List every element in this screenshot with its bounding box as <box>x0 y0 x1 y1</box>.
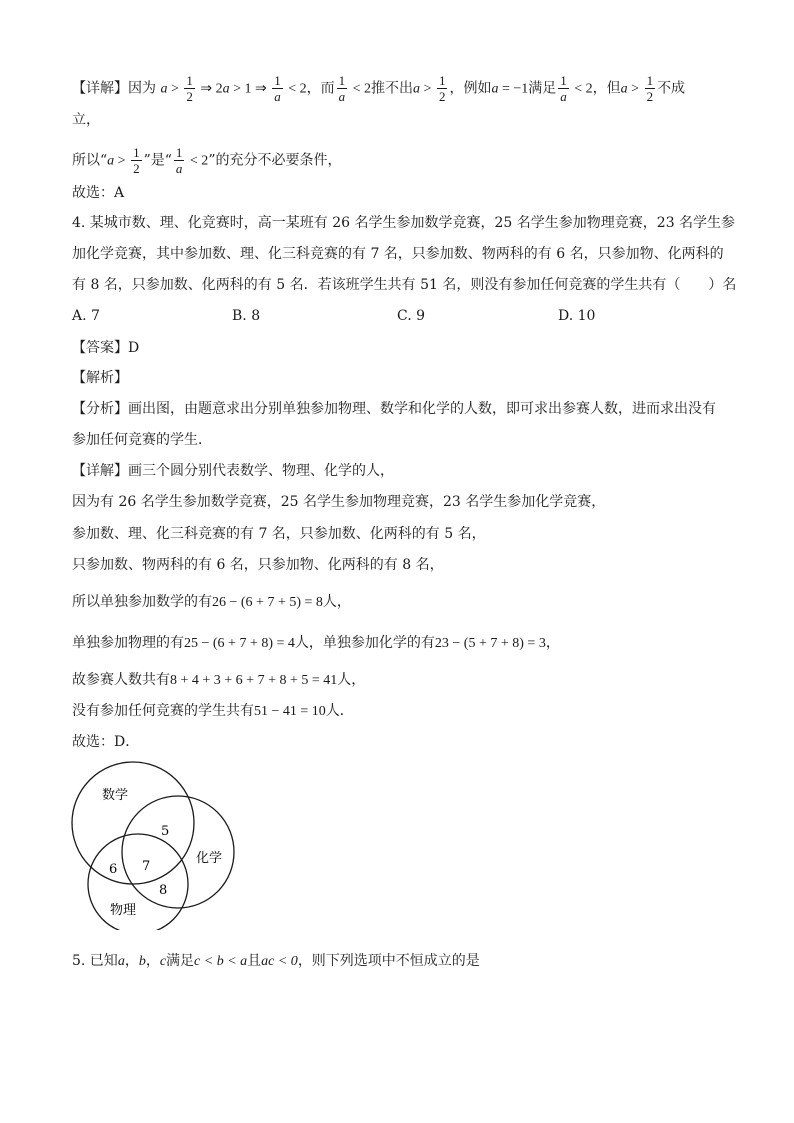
fraction-one-over-a: $\frac{1}{a}$ <box>274 73 281 104</box>
detail-line8: 没有参加任何竞赛的学生共有51 − 41 = 10人． <box>72 703 354 719</box>
fraction-one-half: $\frac{1}{2}$ <box>646 73 654 104</box>
chem-label: 化学 <box>196 851 223 866</box>
detail-line3: 参加数、理、化三科竞赛的有 7 名，只参加数、化两科的有 5 名， <box>72 526 486 542</box>
phys-circle <box>88 834 188 930</box>
phys-label: 物理 <box>110 903 137 918</box>
detail-wrap-line: 立， <box>72 112 100 128</box>
q5-line: 5. 已知a，b，c满足c < b < a且ac < 0，则下列选项中不恒成立的是 <box>72 953 480 969</box>
option-c: C. 9 <box>397 308 426 324</box>
option-d: D. 10 <box>558 308 596 324</box>
venn-diagram <box>70 760 250 930</box>
q4-options <box>72 306 712 326</box>
detail-intro-line: 【详解】因为 a > $\frac{1}{2}$ ⇒ 2a > 1 ⇒ $\frac{1}{a}$ < 2，而 $\frac{1}{a}$ < 2推不出a > $\frac{1}{2}$ ，例如a = −1满足 $\frac{1}{a}$ < 2，但a > $\frac{1}{2}$ 不成 <box>72 73 686 104</box>
detail-line6: 单独参加物理的有25 − (6 + 7 + 8) = 4人，单独参加化学的有23 − (5 + 7 + 8) = 3， <box>72 635 560 651</box>
math-label: 数学 <box>102 788 129 803</box>
answer-a: 故选：A <box>72 185 125 201</box>
analysis-line1: 【分析】画出图，由题意求出分别单独参加物理、数学和化学的人数，即可求出参赛人数，进而求出没有 <box>72 401 716 417</box>
math-chem-count: 5 <box>161 824 170 839</box>
analysis-label: 【解析】 <box>72 370 128 386</box>
math-phys-count: 6 <box>109 862 118 877</box>
detail-line7: 故参赛人数共有8 + 4 + 3 + 6 + 7 + 8 + 5 = 41人， <box>72 672 366 688</box>
option-a: A. 7 <box>72 308 100 324</box>
detail-line4: 只参加数、物两科的有 6 名，只参加物、化两科的有 8 名， <box>72 557 444 573</box>
math-circle <box>72 762 194 884</box>
q4-line1: 4. 某城市数、理、化竞赛时，高一某班有 26 名学生参加数学竞赛，25 名学生参加物理竞赛，23 名学生参 <box>72 215 736 231</box>
fraction-one-half: $\frac{1}{2}$ <box>438 73 446 104</box>
q4-line3: 有 8 名，只参加数、化两科的有 5 名．若该班学生共有 51 名，则没有参加任何竞赛的学生共有（ ）名 <box>72 277 737 293</box>
fraction-one-over-a: $\frac{1}{a}$ <box>175 145 183 176</box>
analysis-line2: 参加任何竞赛的学生． <box>72 432 212 448</box>
fraction-one-over-a: $\frac{1}{a}$ <box>338 73 346 104</box>
option-b: B. 8 <box>232 308 261 324</box>
all-three-count: 7 <box>142 859 151 874</box>
detail-line2: 因为有 26 名学生参加数学竞赛，25 名学生参加物理竞赛，23 名学生参加化学竞赛， <box>72 494 606 510</box>
detail-tag: 【详解】 <box>72 80 128 97</box>
phys-chem-count: 8 <box>159 883 168 898</box>
detail-line1: 【详解】画三个圆分别代表数学、物理、化学的人， <box>72 463 394 479</box>
detail-line9: 故选：D． <box>72 734 140 750</box>
answer-label: 【答案】D <box>72 340 140 356</box>
fraction-one-half: $\frac{1}{2}$ <box>133 145 140 176</box>
detail-line5: 所以单独参加数学的有26 − (6 + 7 + 5) = 8人， <box>72 594 351 610</box>
q4-line2: 加化学竞赛，其中参加数、理、化三科竞赛的有 7 名，只参加数、物两科的有 6 名，只参加物、化两科的 <box>72 246 724 262</box>
fraction-one-half: $\frac{1}{2}$ <box>186 73 193 104</box>
fraction-one-over-a: $\frac{1}{a}$ <box>560 73 567 104</box>
conclusion-line: 所以“a > $\frac{1}{2}$ ”是“ $\frac{1}{a}$ < 2”的充分不必要条件， <box>72 145 342 176</box>
